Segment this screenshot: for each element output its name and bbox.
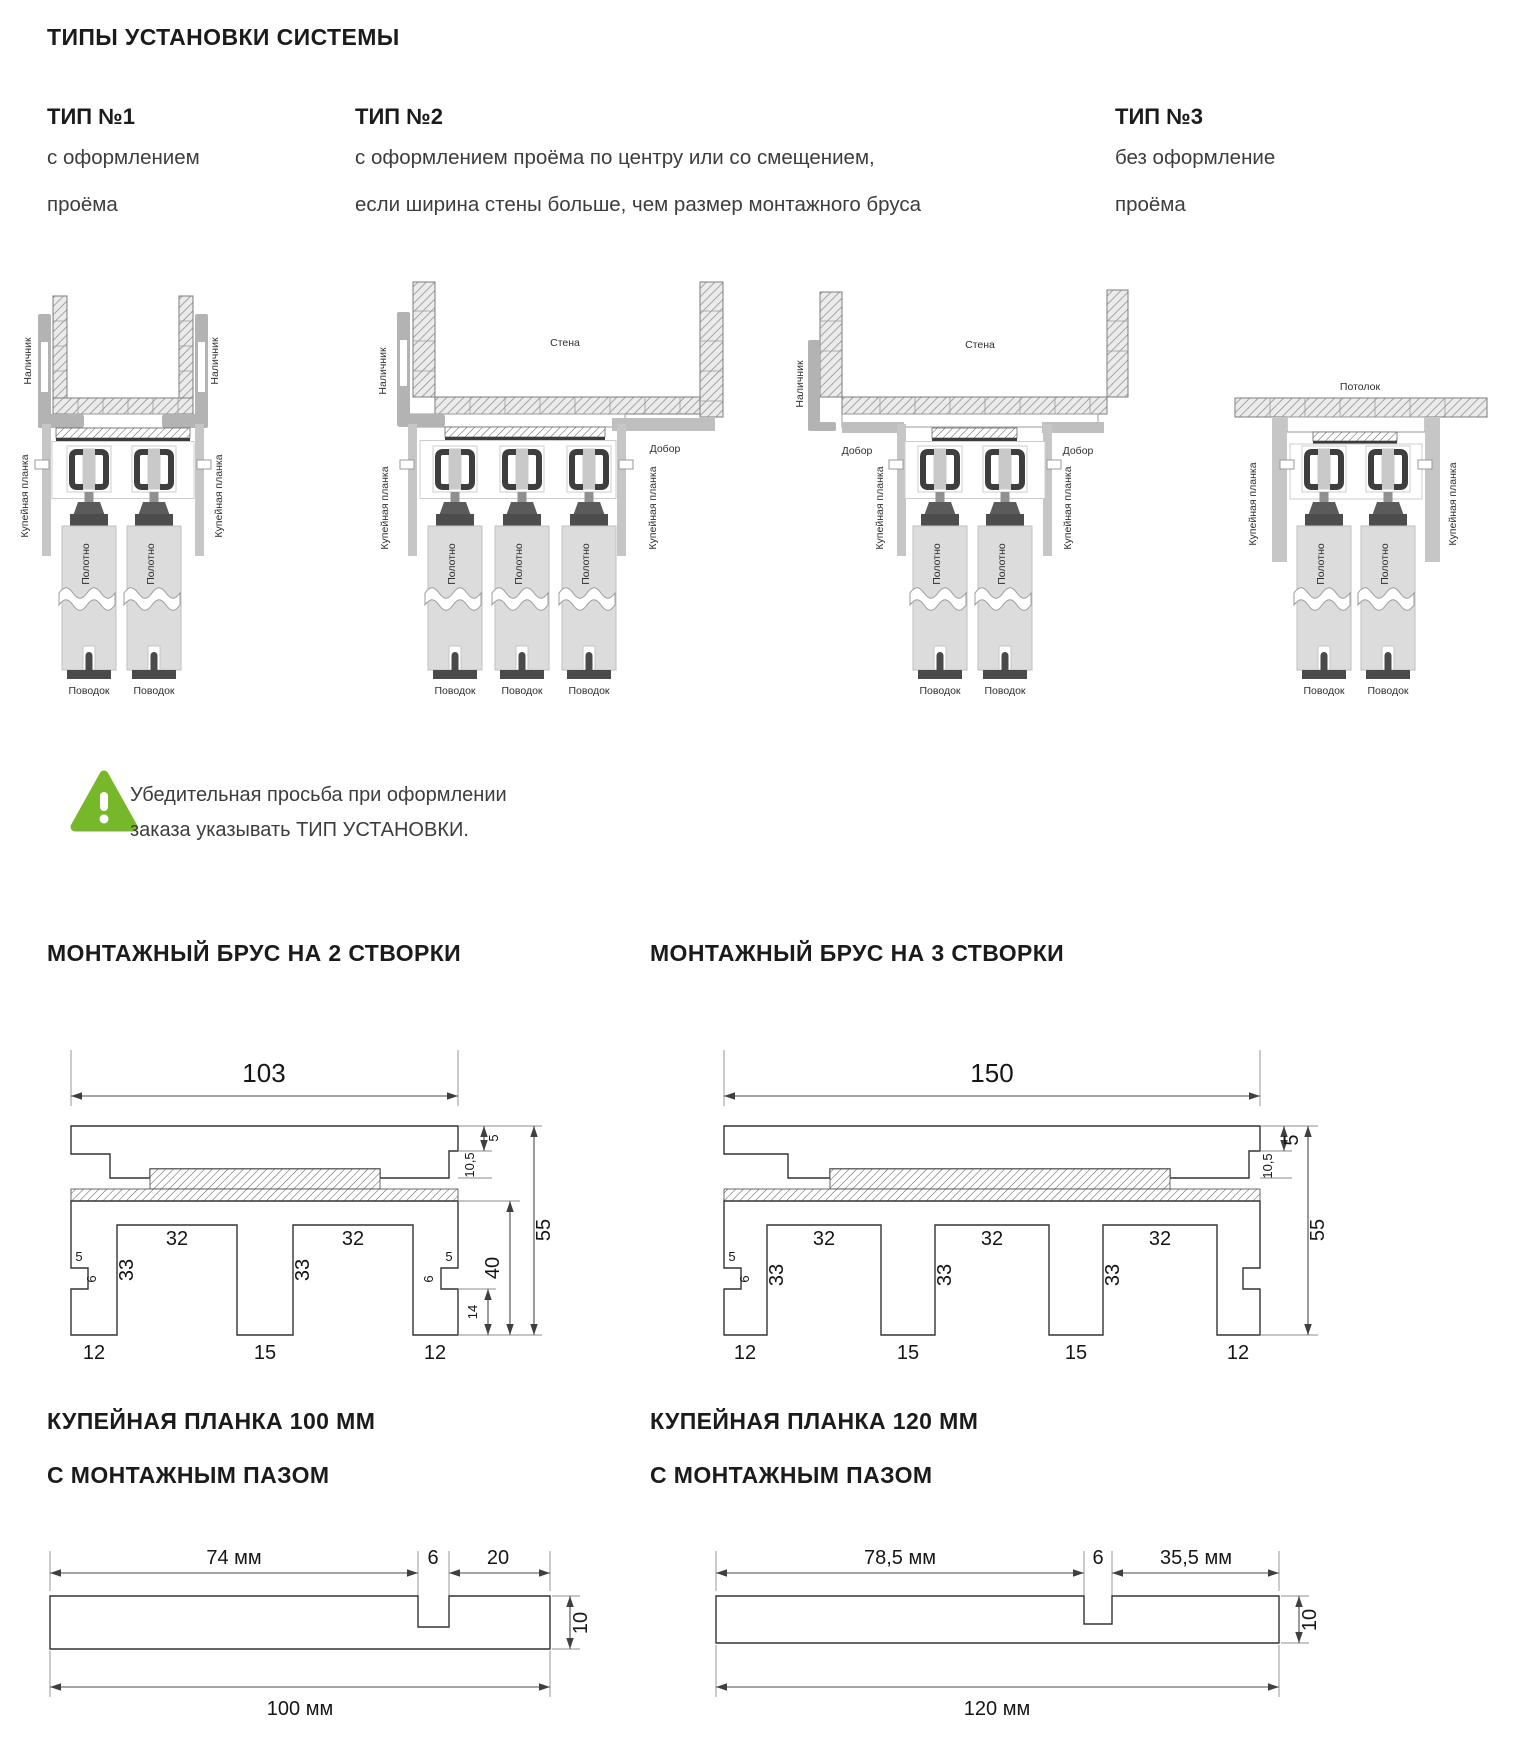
beam2-title: МОНТАЖНЫЙ БРУС НА 2 СТВОРКИ: [47, 940, 462, 966]
casing-foot: [808, 422, 836, 431]
dim-total: 100 мм: [266, 1698, 334, 1720]
kupe-strip-left: [42, 424, 51, 556]
ceiling-section: [1235, 398, 1487, 417]
dim-groove: 6: [427, 1547, 439, 1569]
dim-thk: 10: [570, 1611, 592, 1635]
beam-body-profile: [724, 1201, 1260, 1335]
dim-slot-width: 32: [812, 1228, 836, 1250]
dim-foot: 14: [465, 1304, 480, 1320]
type2-desc1: с оформлением проёма по центру или со смещением,: [355, 146, 875, 169]
dim-tooth: 12: [423, 1342, 447, 1364]
clip-right: [619, 460, 633, 469]
label-polotno: Полотно: [1379, 543, 1391, 585]
exclamation-bar: [100, 792, 108, 811]
type2-centered-diagram: [790, 256, 1150, 701]
clip-left: [400, 460, 414, 469]
mount-hatch: [56, 428, 190, 438]
label-polotno: Полотно: [145, 543, 157, 585]
dim-slot-depth: 33: [934, 1263, 956, 1287]
dim-board-thk: 5: [486, 1134, 501, 1142]
plank100-drawing: [40, 1545, 592, 1725]
kupe-strip-right: [617, 424, 626, 556]
clip-right: [1418, 460, 1432, 469]
label-kupe: Купейная планка: [1247, 462, 1259, 546]
page-title: ТИПЫ УСТАНОВКИ СИСТЕМЫ: [47, 24, 400, 50]
kupe-strip-right: [1425, 417, 1440, 562]
label-povodok: Поводок: [1303, 685, 1345, 697]
dim-total-h: 55: [533, 1218, 555, 1242]
label-dobor: Добор: [841, 445, 873, 457]
clip-right: [1047, 460, 1061, 469]
label-nalichnik: Наличник: [209, 337, 221, 385]
dim-tooth: 12: [82, 1342, 106, 1364]
clip-left: [1280, 460, 1294, 469]
dim-lip: 10,5: [1260, 1153, 1275, 1179]
hatch-thin: [71, 1189, 458, 1201]
plank-profile: [50, 1596, 550, 1649]
roller-carriage: [67, 446, 111, 526]
track-rail: [932, 438, 1017, 442]
plank100-title1: КУПЕЙНАЯ ПЛАНКА 100 ММ: [47, 1408, 376, 1434]
mount-hatch: [932, 428, 1017, 438]
mount-hatch: [1313, 432, 1397, 441]
roller-carriage: [433, 446, 477, 526]
dim-width: 150: [970, 1058, 1014, 1088]
mount-hatch: [445, 427, 605, 437]
clip-left: [889, 460, 903, 469]
dim-left: 74 мм: [206, 1547, 262, 1569]
casing-profile: [808, 340, 820, 424]
plank100-title2: С МОНТАЖНЫМ ПАЗОМ: [47, 1462, 330, 1488]
roller-carriage: [918, 446, 962, 526]
plank120-title2: С МОНТАЖНЫМ ПАЗОМ: [650, 1462, 933, 1488]
track-board: [1287, 417, 1425, 432]
clip-left: [35, 460, 49, 469]
dim-tooth: 15: [896, 1342, 920, 1364]
label-polotno: Полотно: [1315, 543, 1327, 585]
roller-carriage: [500, 446, 544, 526]
hatch-thin: [724, 1189, 1260, 1201]
track-rail: [56, 438, 190, 442]
label-kupe: Купейная планка: [1062, 466, 1074, 550]
dim-right: 20: [486, 1547, 510, 1569]
dim-slot-depth: 33: [1102, 1263, 1124, 1287]
label-povodok: Поводок: [434, 685, 476, 697]
dim-lip: 10,5: [462, 1152, 477, 1178]
plank120-drawing: [700, 1545, 1340, 1725]
label-nalichnik: Наличник: [22, 337, 34, 385]
dim-tooth: 15: [253, 1342, 277, 1364]
label-nalichnik: Наличник: [794, 360, 806, 408]
label-nalichnik: Наличник: [377, 347, 389, 395]
roller-carriage: [567, 446, 611, 526]
dim-right: 35,5 мм: [1160, 1547, 1232, 1569]
roller-carriage: [1366, 446, 1410, 526]
dim-slot-depth: 33: [116, 1258, 138, 1282]
dim-notch-h: 6: [84, 1275, 99, 1283]
label-kupe: Купейная планка: [647, 466, 659, 550]
dim-total-h: 55: [1307, 1218, 1329, 1242]
type3-diagram: [1230, 256, 1500, 701]
dim-body-h: 40: [482, 1256, 504, 1280]
dim-slot-width: 32: [980, 1228, 1004, 1250]
roller-carriage: [1302, 446, 1346, 526]
plank-profile: [716, 1596, 1279, 1643]
label-dobor: Добор: [1062, 445, 1094, 457]
dim-slot-depth: 33: [766, 1263, 788, 1287]
hatch-thick: [150, 1169, 380, 1189]
label-dobor: Добор: [649, 443, 681, 455]
dobor-board: [612, 418, 715, 431]
beam3-drawing: [700, 1030, 1340, 1370]
dim-tooth: 12: [1226, 1342, 1250, 1364]
kupe-strip-left: [408, 424, 417, 556]
type3-desc1: без оформление: [1115, 146, 1276, 169]
label-kupe: Купейная планка: [213, 454, 225, 538]
exclamation-dot: [100, 815, 109, 824]
dim-notch-w: 5: [728, 1249, 736, 1264]
dim-slot-width: 32: [165, 1228, 189, 1250]
kupe-strip-left: [1272, 417, 1287, 562]
track-board: [68, 414, 178, 428]
type1-desc2: проёма: [47, 193, 118, 216]
dim-notch-w: 5: [75, 1249, 83, 1264]
clip-right: [197, 460, 211, 469]
dim-notch-h: 6: [421, 1275, 436, 1283]
label-povodok: Поводок: [1367, 685, 1409, 697]
dim-slot-width: 32: [1148, 1228, 1172, 1250]
dim-left: 78,5 мм: [864, 1547, 936, 1569]
dim-board-thk: 5: [1281, 1134, 1303, 1146]
wall-section: [53, 296, 193, 414]
label-stena: Стена: [550, 337, 580, 349]
casing-slot: [400, 340, 407, 386]
label-povodok: Поводок: [984, 685, 1026, 697]
type2-offset-diagram: [350, 256, 730, 701]
label-kupe: Купейная планка: [1447, 462, 1459, 546]
type1-desc1: с оформлением: [47, 146, 200, 169]
casing-foot-left: [397, 414, 445, 427]
label-kupe: Купейная планка: [874, 466, 886, 550]
wall-section: [820, 290, 1128, 414]
dim-groove: 6: [1092, 1547, 1104, 1569]
label-stena: Стена: [965, 339, 995, 351]
label-kupe: Купейная планка: [379, 466, 391, 550]
label-potolok: Потолок: [1339, 381, 1381, 393]
type2-name: ТИП №2: [355, 104, 443, 129]
type3-name: ТИП №3: [1115, 104, 1203, 129]
label-povodok: Поводок: [501, 685, 543, 697]
plank120-title1: КУПЕЙНАЯ ПЛАНКА 120 ММ: [650, 1408, 979, 1434]
type3-desc2: проёма: [1115, 193, 1186, 216]
warning-line2: заказа указывать ТИП УСТАНОВКИ.: [130, 819, 469, 841]
dim-width: 103: [242, 1058, 286, 1088]
wall-section: [413, 282, 723, 417]
warning-line1: Убедительная просьба при оформлении: [130, 784, 507, 806]
roller-carriage: [983, 446, 1027, 526]
dim-notch-w: 5: [445, 1249, 453, 1264]
dobor-board-left: [842, 422, 904, 433]
dim-notch-h: 6: [737, 1275, 752, 1283]
dim-tooth: 12: [733, 1342, 757, 1364]
kupe-strip-right: [195, 424, 204, 556]
label-kupe: Купейная планка: [19, 454, 31, 538]
beam2-drawing: [40, 1030, 560, 1370]
label-povodok: Поводок: [133, 685, 175, 697]
track-rail: [445, 437, 605, 441]
roller-carriage: [132, 446, 176, 526]
label-polotno: Полотно: [931, 543, 943, 585]
label-povodok: Поводок: [68, 685, 110, 697]
label-povodok: Поводок: [919, 685, 961, 697]
beam3-title: МОНТАЖНЫЙ БРУС НА 3 СТВОРКИ: [650, 940, 1065, 966]
label-polotno: Полотно: [80, 543, 92, 585]
type1-diagram: [18, 256, 248, 701]
label-polotno: Полотно: [513, 543, 525, 585]
dim-thk: 10: [1299, 1608, 1321, 1632]
dim-slot-width: 32: [341, 1228, 365, 1250]
label-polotno: Полотно: [446, 543, 458, 585]
label-polotno: Полотно: [996, 543, 1008, 585]
hatch-thick: [830, 1169, 1170, 1189]
dim-tooth: 15: [1064, 1342, 1088, 1364]
type1-name: ТИП №1: [47, 104, 135, 129]
label-polotno: Полотно: [580, 543, 592, 585]
type2-desc2: если ширина стены больше, чем размер монтажного бруса: [355, 193, 922, 216]
dim-slot-depth: 33: [292, 1258, 314, 1282]
label-povodok: Поводок: [568, 685, 610, 697]
dim-total: 120 мм: [963, 1698, 1031, 1720]
